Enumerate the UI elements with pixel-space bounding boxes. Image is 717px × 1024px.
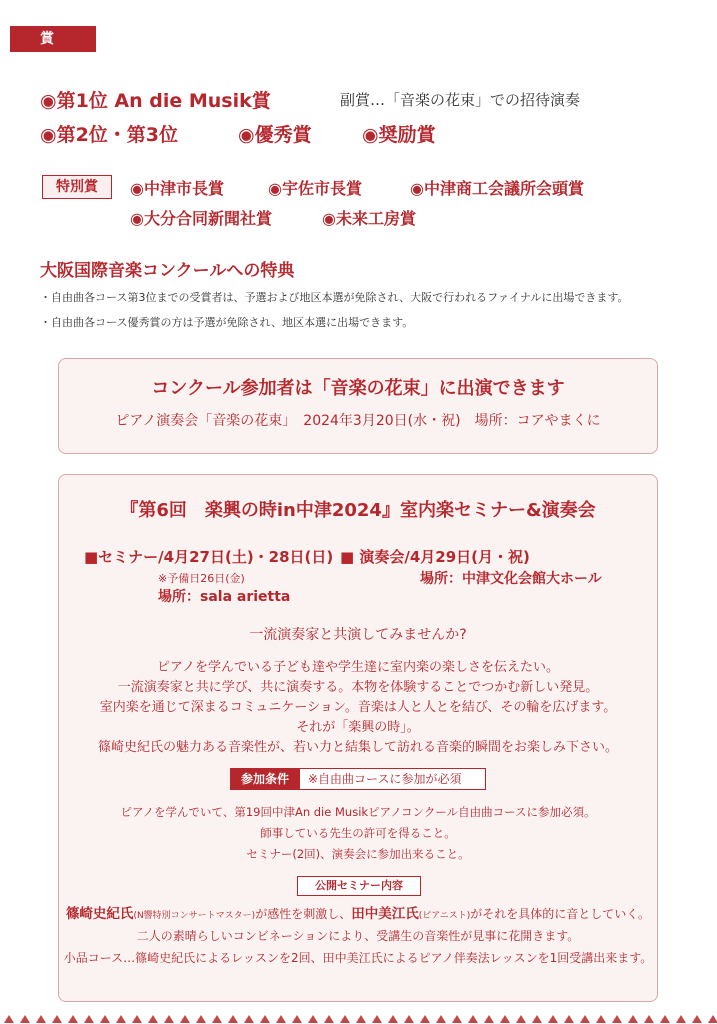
border-ornament — [484, 1015, 494, 1023]
border-ornament — [500, 1015, 510, 1023]
border-ornament — [292, 1015, 302, 1023]
special-prize-label: 特別賞 — [42, 175, 112, 199]
border-ornament — [692, 1015, 702, 1023]
special-prize-item: ◉中津商工会議所会頭賞 — [410, 179, 584, 198]
seminar-description-line: それが「楽興の時」。 — [296, 720, 420, 735]
award-excellence: ◉優秀賞 — [238, 124, 312, 146]
border-ornament — [372, 1015, 382, 1023]
seminar-description-line: 室内楽を通じて深まるコミュニケーション。音楽は人と人とを結び、その輪を広げます。 — [99, 700, 617, 715]
bouquet-box — [58, 358, 658, 454]
border-ornament — [84, 1015, 94, 1023]
special-prize-item: ◉大分合同新聞社賞 — [130, 209, 272, 228]
border-ornament — [212, 1015, 222, 1023]
border-ornament — [356, 1015, 366, 1023]
bouquet-title: コンクール参加者は「音楽の花束」に出演できます — [151, 378, 565, 399]
special-prize-item: ◉中津市長賞 — [130, 179, 224, 198]
border-ornament — [196, 1015, 206, 1023]
public-seminar-text: がそれを具体的に音としていく。 — [470, 907, 651, 921]
border-ornament — [708, 1015, 717, 1023]
public-seminar-line-2: 二人の素晴らしいコンビネーションにより、受講生の音楽性が見事に花開きます。 — [136, 929, 580, 943]
border-ornament — [68, 1015, 78, 1023]
public-seminar-line-3: 小品コース…篠崎史紀氏によるレッスンを2回、田中美江氏によるピアノ伴奏法レッスンを1回受講出来ます。 — [63, 951, 653, 965]
seminar-description-line: 篠崎史紀氏の魅力ある音楽性が、若い力と結集して訪れる音楽的瞬間をお楽しみ下さい。 — [97, 740, 618, 755]
seminar-reserve-date: ※予備日26日(金) — [158, 572, 245, 585]
instructor-role: (N響特別コンサートマスター) — [133, 911, 256, 921]
border-ornament — [228, 1015, 238, 1023]
award-encouragement: ◉奨励賞 — [362, 124, 436, 146]
seminar-dates: ■セミナー/4月27日(土)・28日(日) — [84, 548, 334, 566]
condition-label: 参加条件 — [230, 768, 300, 790]
condition-line: ピアノを学んでいて、第19回中津An die Musikピアノコンクール自由曲コースに参加必須。 — [120, 805, 596, 819]
border-ornament — [420, 1015, 430, 1023]
border-ornament — [580, 1015, 590, 1023]
border-ornament — [388, 1015, 398, 1023]
border-ornament — [20, 1015, 30, 1023]
section-tab-awards: 賞 — [10, 26, 96, 52]
bouquet-info: ピアノ演奏会「音楽の花束」 2024年3月20日(水・祝) 場所：コアやまくに — [115, 413, 601, 429]
border-ornament — [436, 1015, 446, 1023]
border-ornament — [628, 1015, 638, 1023]
seminar-place: 場所：sala arietta — [158, 589, 291, 605]
concert-place: 場所：中津文化会館大ホール — [420, 571, 602, 587]
seminar-question: 一流演奏家と共演してみませんか? — [249, 627, 467, 643]
concert-date: ■ 演奏会/4月29日(月・祝) — [340, 548, 530, 566]
condition-line: 師事している先生の許可を得ること。 — [260, 826, 456, 840]
border-ornament — [148, 1015, 158, 1023]
border-ornament — [308, 1015, 318, 1023]
border-ornament — [548, 1015, 558, 1023]
award-first: ◉第1位 An die Musik賞 — [40, 90, 271, 112]
special-prize-item: ◉宇佐市長賞 — [268, 179, 362, 198]
award-sub-prize: 副賞…「音楽の花束」での招待演奏 — [340, 91, 581, 109]
instructor-role: (ピアニスト) — [418, 911, 471, 921]
border-ornament — [468, 1015, 478, 1023]
border-ornament — [596, 1015, 606, 1023]
border-ornament — [564, 1015, 574, 1023]
border-ornament — [276, 1015, 286, 1023]
seminar-description-line: 一流演奏家と共に学び、共に演奏する。本物を体験することでつかむ新しい発見。 — [117, 680, 599, 695]
award-second-third: ◉第2位・第3位 — [40, 124, 179, 146]
border-ornament — [36, 1015, 46, 1023]
condition-line: セミナー(2回)、演奏会に参加出来ること。 — [246, 847, 470, 861]
border-ornament — [4, 1015, 14, 1023]
border-ornament — [340, 1015, 350, 1023]
osaka-benefit-note: ・自由曲各コース第3位までの受賞者は、予選および地区本選が免除され、大阪で行われるファイナルに出場できます。 — [40, 291, 629, 304]
osaka-benefit-title: 大阪国際音楽コンクールへの特典 — [40, 261, 295, 281]
border-ornament — [612, 1015, 622, 1023]
border-ornament — [676, 1015, 686, 1023]
border-ornament — [164, 1015, 174, 1023]
border-pattern — [4, 1015, 717, 1023]
public-seminar-line-1 — [58, 904, 658, 927]
border-ornament — [532, 1015, 542, 1023]
border-ornament — [52, 1015, 62, 1023]
border-ornament — [180, 1015, 190, 1023]
decorative-border — [0, 1012, 717, 1024]
border-ornament — [404, 1015, 414, 1023]
condition-note: ※自由曲コースに参加が必須 — [308, 772, 462, 786]
seminar-title: 『第6回 楽興の時in中津2024』室内楽セミナー&演奏会 — [120, 500, 596, 521]
border-ornament — [324, 1015, 334, 1023]
border-ornament — [100, 1015, 110, 1023]
special-prize-item: ◉未来工房賞 — [322, 209, 416, 228]
public-seminar-label: 公開セミナー内容 — [297, 876, 421, 896]
border-ornament — [132, 1015, 142, 1023]
border-ornament — [452, 1015, 462, 1023]
border-ornament — [660, 1015, 670, 1023]
border-ornament — [516, 1015, 526, 1023]
border-ornament — [244, 1015, 254, 1023]
border-ornament — [116, 1015, 126, 1023]
seminar-description-line: ピアノを学んでいる子ども達や学生達に室内楽の楽しさを伝えたい。 — [157, 660, 559, 675]
border-ornament — [260, 1015, 270, 1023]
instructor-name: 篠崎史紀氏 — [65, 906, 134, 922]
instructor-name: 田中美江氏 — [351, 906, 419, 922]
public-seminar-text: が感性を刺激し、 — [255, 907, 352, 921]
border-ornament — [644, 1015, 654, 1023]
osaka-benefit-note: ・自由曲各コース優秀賞の方は予選が免除され、地区本選に出場できます。 — [40, 316, 414, 329]
